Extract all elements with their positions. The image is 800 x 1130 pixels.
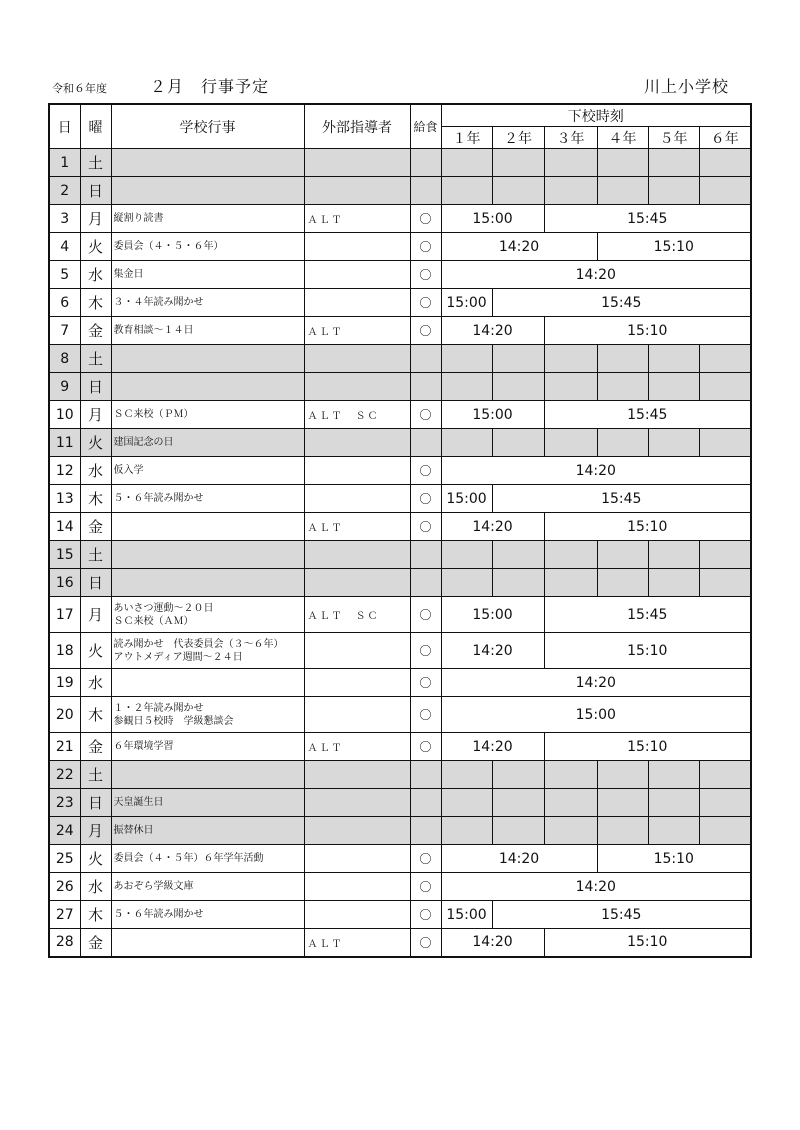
meal-cell: 〇 — [410, 845, 441, 873]
dismissal-time-cell — [441, 177, 492, 205]
dismissal-time-cell — [699, 761, 751, 789]
day-cell: 4 — [49, 233, 80, 261]
weekday-cell: 火 — [80, 633, 111, 669]
schedule-row — [49, 289, 751, 317]
dismissal-time-cell — [597, 541, 648, 569]
dismissal-time-cell — [699, 817, 751, 845]
coach-cell — [304, 761, 410, 789]
event-line: 教育相談～１４日 — [113, 325, 194, 336]
dismissal-time-cell — [597, 761, 648, 789]
dismissal-time-cell — [648, 789, 699, 817]
day-cell: 8 — [49, 345, 80, 373]
dismissal-time-cell — [544, 177, 597, 205]
event-cell — [111, 541, 304, 569]
event-cell — [111, 149, 304, 177]
page-title: ２月 行事予定 — [150, 77, 270, 96]
schedule-row — [49, 669, 751, 697]
weekday-cell: 金 — [80, 513, 111, 541]
schedule-row — [49, 541, 751, 569]
event-cell — [111, 733, 304, 761]
coach-cell — [304, 289, 410, 317]
dismissal-time-cell — [441, 569, 492, 597]
weekday-cell: 月 — [80, 401, 111, 429]
meal-cell — [410, 149, 441, 177]
meal-cell: 〇 — [410, 733, 441, 761]
event-line: ３・４年読み聞かせ — [113, 297, 204, 308]
schedule-row — [49, 569, 751, 597]
day-cell: 26 — [49, 873, 80, 901]
schedule-row — [49, 177, 751, 205]
coach-cell — [304, 429, 410, 457]
day-cell: 19 — [49, 669, 80, 697]
day-cell: 20 — [49, 697, 80, 733]
schedule-row — [49, 429, 751, 457]
schedule-row — [49, 345, 751, 373]
dismissal-time-cell: 15:00 — [441, 485, 492, 513]
event-line-2: 参観日５校時 学級懇談会 — [113, 715, 234, 727]
dismissal-time-cell — [544, 541, 597, 569]
weekday-cell: 日 — [80, 569, 111, 597]
schedule-row — [49, 457, 751, 485]
weekday-cell: 日 — [80, 177, 111, 205]
dismissal-time-cell — [648, 345, 699, 373]
dismissal-time-cell: 15:10 — [544, 513, 751, 541]
event-line: 振替休日 — [113, 825, 154, 836]
dismissal-time-cell — [597, 177, 648, 205]
meal-cell — [410, 761, 441, 789]
day-cell: 1 — [49, 149, 80, 177]
weekday-cell: 金 — [80, 733, 111, 761]
weekday-cell: 月 — [80, 205, 111, 233]
schedule-row — [49, 761, 751, 789]
day-cell: 5 — [49, 261, 80, 289]
coach-cell — [304, 345, 410, 373]
dismissal-time-cell — [544, 149, 597, 177]
dismissal-time-cell — [492, 149, 544, 177]
event-cell — [111, 597, 304, 633]
meal-cell — [410, 541, 441, 569]
event-cell — [111, 697, 304, 733]
coach-cell: ＡＬＴ ＳＣ — [304, 597, 410, 633]
event-cell — [111, 761, 304, 789]
col-header-grade-2: ２年 — [492, 127, 544, 149]
dismissal-time-cell: 15:10 — [544, 929, 751, 957]
schedule-table — [48, 103, 752, 958]
col-header-grade-3: ３年 — [544, 127, 597, 149]
dismissal-time-cell: 14:20 — [441, 733, 544, 761]
school-name: 川上小学校 — [644, 77, 730, 96]
meal-cell: 〇 — [410, 873, 441, 901]
day-cell: 9 — [49, 373, 80, 401]
meal-cell: 〇 — [410, 597, 441, 633]
dismissal-time-cell — [699, 541, 751, 569]
schedule-row — [49, 789, 751, 817]
coach-cell — [304, 633, 410, 669]
dismissal-time-cell: 14:20 — [441, 233, 597, 261]
col-header-day: 日 — [49, 104, 80, 149]
dismissal-time-cell — [441, 345, 492, 373]
coach-cell: ＡＬＴ — [304, 733, 410, 761]
dismissal-time-cell — [699, 789, 751, 817]
event-line: 委員会（４・５年）６年学年活動 — [113, 853, 264, 864]
dismissal-time-cell — [441, 761, 492, 789]
schedule-row — [49, 697, 751, 733]
weekday-cell: 月 — [80, 597, 111, 633]
dismissal-time-cell — [597, 149, 648, 177]
event-line: 集金日 — [113, 269, 144, 280]
dismissal-time-cell — [648, 569, 699, 597]
dismissal-time-cell — [597, 817, 648, 845]
day-cell: 22 — [49, 761, 80, 789]
day-cell: 13 — [49, 485, 80, 513]
col-header-grade-1: １年 — [441, 127, 492, 149]
dismissal-time-cell: 15:10 — [597, 233, 751, 261]
event-line: １・２年読み聞かせ — [113, 702, 204, 714]
dismissal-time-cell: 15:00 — [441, 697, 751, 733]
schedule-rows — [49, 149, 751, 957]
coach-cell: ＡＬＴ ＳＣ — [304, 401, 410, 429]
dismissal-time-cell — [544, 761, 597, 789]
weekday-cell: 水 — [80, 457, 111, 485]
event-cell — [111, 817, 304, 845]
schedule-row — [49, 733, 751, 761]
meal-cell — [410, 569, 441, 597]
schedule-row — [49, 373, 751, 401]
day-cell: 24 — [49, 817, 80, 845]
meal-cell: 〇 — [410, 401, 441, 429]
schedule-row — [49, 149, 751, 177]
event-cell — [111, 345, 304, 373]
meal-cell: 〇 — [410, 233, 441, 261]
event-cell — [111, 873, 304, 901]
weekday-cell: 土 — [80, 541, 111, 569]
schedule-row — [49, 401, 751, 429]
meal-cell: 〇 — [410, 289, 441, 317]
event-cell — [111, 261, 304, 289]
dismissal-time-cell: 15:45 — [544, 597, 751, 633]
event-cell — [111, 669, 304, 697]
weekday-cell: 木 — [80, 485, 111, 513]
dismissal-time-cell: 15:00 — [441, 205, 544, 233]
weekday-cell: 水 — [80, 669, 111, 697]
dismissal-time-cell — [492, 345, 544, 373]
schedule-row — [49, 317, 751, 345]
weekday-cell: 火 — [80, 233, 111, 261]
schedule-row — [49, 597, 751, 633]
day-cell: 7 — [49, 317, 80, 345]
dismissal-time-cell — [544, 429, 597, 457]
day-cell: 11 — [49, 429, 80, 457]
dismissal-time-cell — [441, 149, 492, 177]
coach-cell — [304, 669, 410, 697]
event-line: ５・６年読み聞かせ — [113, 493, 204, 504]
meal-cell: 〇 — [410, 457, 441, 485]
event-line: 建国記念の日 — [113, 437, 174, 448]
meal-cell: 〇 — [410, 697, 441, 733]
dismissal-time-cell — [544, 569, 597, 597]
col-header-grade-6: ６年 — [699, 127, 751, 149]
event-line: ＳＣ来校（ＰＭ） — [113, 409, 194, 420]
event-line: あおぞら学級文庫 — [113, 881, 194, 892]
event-cell — [111, 373, 304, 401]
dismissal-time-cell — [441, 541, 492, 569]
weekday-cell: 水 — [80, 873, 111, 901]
schedule-row — [49, 817, 751, 845]
weekday-cell: 木 — [80, 901, 111, 929]
dismissal-time-cell: 14:20 — [441, 513, 544, 541]
event-line: ６年環境学習 — [113, 741, 174, 752]
dismissal-time-cell — [597, 429, 648, 457]
dismissal-time-cell: 15:45 — [492, 289, 751, 317]
coach-cell — [304, 177, 410, 205]
meal-cell: 〇 — [410, 261, 441, 289]
event-line-2: ＳＣ来校（ＡＭ） — [113, 615, 194, 627]
event-cell — [111, 177, 304, 205]
event-line: ５・６年読み聞かせ — [113, 909, 204, 920]
col-header-grade-5: ５年 — [648, 127, 699, 149]
dismissal-time-cell: 15:45 — [544, 205, 751, 233]
event-cell — [111, 845, 304, 873]
day-cell: 28 — [49, 929, 80, 957]
dismissal-time-cell — [597, 789, 648, 817]
weekday-cell: 金 — [80, 929, 111, 957]
col-header-event: 学校行事 — [111, 104, 304, 149]
dismissal-time-cell — [699, 429, 751, 457]
event-cell — [111, 513, 304, 541]
coach-cell — [304, 817, 410, 845]
coach-cell — [304, 149, 410, 177]
dismissal-time-cell — [648, 429, 699, 457]
dismissal-time-cell — [597, 373, 648, 401]
event-line: 仮入学 — [113, 465, 144, 476]
dismissal-time-cell: 14:20 — [441, 261, 751, 289]
dismissal-time-cell — [441, 789, 492, 817]
day-cell: 21 — [49, 733, 80, 761]
day-cell: 17 — [49, 597, 80, 633]
day-cell: 14 — [49, 513, 80, 541]
meal-cell: 〇 — [410, 633, 441, 669]
dismissal-time-cell — [648, 149, 699, 177]
col-header-grade-4: ４年 — [597, 127, 648, 149]
event-cell — [111, 233, 304, 261]
dismissal-time-cell — [699, 177, 751, 205]
meal-cell: 〇 — [410, 513, 441, 541]
coach-cell: ＡＬＴ — [304, 205, 410, 233]
dismissal-time-cell — [492, 789, 544, 817]
event-cell — [111, 429, 304, 457]
dismissal-time-cell — [492, 177, 544, 205]
dismissal-time-cell: 15:10 — [544, 733, 751, 761]
fiscal-year: 令和６年度 — [52, 82, 107, 95]
weekday-cell: 木 — [80, 289, 111, 317]
coach-cell — [304, 697, 410, 733]
coach-cell: ＡＬＴ — [304, 317, 410, 345]
event-cell — [111, 317, 304, 345]
event-cell — [111, 485, 304, 513]
dismissal-time-cell: 14:20 — [441, 669, 751, 697]
dismissal-time-cell — [648, 541, 699, 569]
col-header-dismissal: 下校時刻 — [441, 104, 751, 127]
dismissal-time-cell: 15:45 — [492, 485, 751, 513]
weekday-cell: 月 — [80, 817, 111, 845]
coach-cell — [304, 541, 410, 569]
weekday-cell: 火 — [80, 845, 111, 873]
meal-cell: 〇 — [410, 669, 441, 697]
meal-cell — [410, 373, 441, 401]
weekday-cell: 木 — [80, 697, 111, 733]
day-cell: 3 — [49, 205, 80, 233]
schedule-row — [49, 633, 751, 669]
dismissal-time-cell — [648, 761, 699, 789]
dismissal-time-cell — [544, 789, 597, 817]
coach-cell — [304, 373, 410, 401]
dismissal-time-cell — [544, 817, 597, 845]
dismissal-time-cell — [492, 541, 544, 569]
dismissal-time-cell — [597, 345, 648, 373]
coach-cell: ＡＬＴ — [304, 929, 410, 957]
col-header-weekday: 曜 — [80, 104, 111, 149]
schedule-row — [49, 261, 751, 289]
dismissal-time-cell — [544, 373, 597, 401]
dismissal-time-cell: 14:20 — [441, 929, 544, 957]
meal-cell: 〇 — [410, 901, 441, 929]
dismissal-time-cell — [597, 569, 648, 597]
col-header-coach: 外部指導者 — [304, 104, 410, 149]
dismissal-time-cell: 14:20 — [441, 317, 544, 345]
coach-cell — [304, 901, 410, 929]
schedule-row — [49, 233, 751, 261]
dismissal-time-cell — [492, 569, 544, 597]
event-line: 縦割り読書 — [113, 213, 164, 224]
dismissal-time-cell: 15:00 — [441, 901, 492, 929]
schedule-row — [49, 873, 751, 901]
day-cell: 2 — [49, 177, 80, 205]
weekday-cell: 土 — [80, 149, 111, 177]
event-cell — [111, 789, 304, 817]
dismissal-time-cell: 15:00 — [441, 289, 492, 317]
event-cell — [111, 633, 304, 669]
event-cell — [111, 929, 304, 957]
dismissal-time-cell — [699, 345, 751, 373]
coach-cell — [304, 789, 410, 817]
meal-cell — [410, 177, 441, 205]
meal-cell — [410, 429, 441, 457]
schedule-row — [49, 901, 751, 929]
meal-cell — [410, 345, 441, 373]
schedule-row — [49, 485, 751, 513]
coach-cell — [304, 485, 410, 513]
event-cell — [111, 457, 304, 485]
dismissal-time-cell: 14:20 — [441, 457, 751, 485]
dismissal-time-cell — [441, 429, 492, 457]
coach-cell — [304, 569, 410, 597]
schedule-row — [49, 513, 751, 541]
meal-cell — [410, 789, 441, 817]
weekday-cell: 土 — [80, 761, 111, 789]
event-cell — [111, 205, 304, 233]
day-cell: 6 — [49, 289, 80, 317]
weekday-cell: 日 — [80, 373, 111, 401]
dismissal-time-cell: 14:20 — [441, 633, 544, 669]
dismissal-time-cell — [699, 149, 751, 177]
day-cell: 15 — [49, 541, 80, 569]
event-line: 天皇誕生日 — [113, 797, 164, 808]
dismissal-time-cell: 15:45 — [492, 901, 751, 929]
event-line-2: アウトメディア週間～２４日 — [113, 651, 243, 663]
dismissal-time-cell — [441, 373, 492, 401]
dismissal-time-cell: 15:00 — [441, 597, 544, 633]
dismissal-time-cell — [648, 817, 699, 845]
dismissal-time-cell — [492, 817, 544, 845]
weekday-cell: 土 — [80, 345, 111, 373]
dismissal-time-cell: 15:10 — [544, 633, 751, 669]
dismissal-time-cell: 15:10 — [544, 317, 751, 345]
meal-cell: 〇 — [410, 317, 441, 345]
coach-cell — [304, 845, 410, 873]
event-line: 委員会（４・５・６年） — [113, 241, 224, 252]
dismissal-time-cell: 15:00 — [441, 401, 544, 429]
event-cell — [111, 901, 304, 929]
event-cell — [111, 401, 304, 429]
coach-cell — [304, 233, 410, 261]
day-cell: 10 — [49, 401, 80, 429]
dismissal-time-cell — [648, 177, 699, 205]
day-cell: 18 — [49, 633, 80, 669]
dismissal-time-cell — [544, 345, 597, 373]
meal-cell: 〇 — [410, 205, 441, 233]
weekday-cell: 日 — [80, 789, 111, 817]
col-header-meal: 給食 — [410, 104, 441, 149]
meal-cell: 〇 — [410, 485, 441, 513]
dismissal-time-cell — [648, 373, 699, 401]
coach-cell: ＡＬＴ — [304, 513, 410, 541]
meal-cell: 〇 — [410, 929, 441, 957]
weekday-cell: 水 — [80, 261, 111, 289]
event-line: 読み聞かせ 代表委員会（３～６年） — [113, 638, 284, 650]
dismissal-time-cell — [492, 761, 544, 789]
dismissal-time-cell — [699, 569, 751, 597]
dismissal-time-cell — [699, 373, 751, 401]
schedule-row — [49, 205, 751, 233]
schedule-row — [49, 929, 751, 957]
dismissal-time-cell: 15:45 — [544, 401, 751, 429]
coach-cell — [304, 457, 410, 485]
day-cell: 16 — [49, 569, 80, 597]
dismissal-time-cell: 14:20 — [441, 845, 597, 873]
coach-cell — [304, 873, 410, 901]
coach-cell — [304, 261, 410, 289]
weekday-cell: 火 — [80, 429, 111, 457]
day-cell: 23 — [49, 789, 80, 817]
day-cell: 25 — [49, 845, 80, 873]
schedule-row — [49, 845, 751, 873]
dismissal-time-cell: 14:20 — [441, 873, 751, 901]
dismissal-time-cell: 15:10 — [597, 845, 751, 873]
dismissal-time-cell — [492, 373, 544, 401]
weekday-cell: 金 — [80, 317, 111, 345]
day-cell: 27 — [49, 901, 80, 929]
event-cell — [111, 289, 304, 317]
dismissal-time-cell — [492, 429, 544, 457]
dismissal-time-cell — [441, 817, 492, 845]
meal-cell — [410, 817, 441, 845]
event-line: あいさつ運動～２０日 — [113, 602, 214, 614]
day-cell: 12 — [49, 457, 80, 485]
event-cell — [111, 569, 304, 597]
